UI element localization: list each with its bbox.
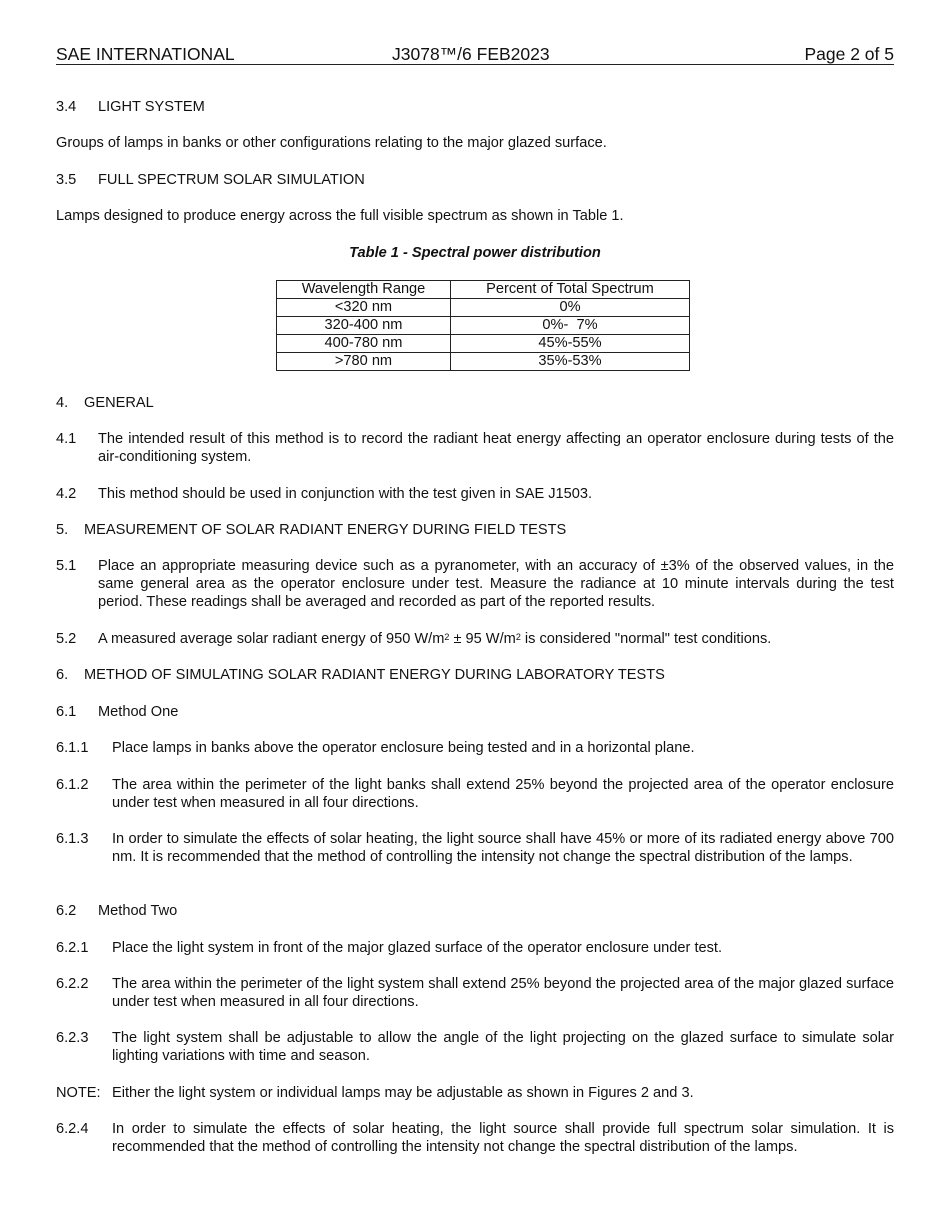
section-title: Method One <box>98 704 179 720</box>
section-6-2-1 <box>56 939 894 957</box>
section-number: 6.2.4 <box>56 1121 89 1137</box>
spectral-table <box>276 280 690 371</box>
section-6-2-4 <box>56 1120 894 1156</box>
section-6-heading <box>56 666 894 684</box>
section-text: A measured average solar radiant energy of 950 $W/m^2 \pm 95$ $W/m^2$ is considered "normal" test conditions. <box>98 631 772 647</box>
section-text: Place an appropriate measuring device such as a pyranometer, with an accuracy of ±3% of the observed values, in the same general area as the operator enclosure under test. Measure the radiance at 10 minute intervals during the test period. These readings shall be averaged and recorded as part of the reported results. <box>98 558 894 610</box>
table-cell: 0% <box>451 299 690 317</box>
table-caption: Table 1 - Spectral power distribution <box>349 245 601 261</box>
table-cell: 35%-53% <box>451 353 690 371</box>
section-6-2-2 <box>56 975 894 1011</box>
section-5-heading <box>56 521 894 539</box>
section-text: The area within the perimeter of the light banks shall extend 25% beyond the projected area of the operator enclosure under test when measured in all four directions. <box>112 777 894 811</box>
note <box>56 1084 894 1102</box>
header-page-number: Page 2 of 5 <box>804 44 894 64</box>
section-6-2-3 <box>56 1029 894 1065</box>
section-3-4-heading <box>56 98 894 116</box>
section-6-1-heading <box>56 703 894 721</box>
section-number: 6.1.3 <box>56 831 89 847</box>
table-cell: 45%-55% <box>451 335 690 353</box>
section-number: 3.4 <box>56 99 77 115</box>
section-number: 6.2.3 <box>56 1030 89 1046</box>
section-title: FULL SPECTRUM SOLAR SIMULATION <box>98 172 365 188</box>
section-number: 6.2.1 <box>56 940 89 956</box>
section-number: 4.2 <box>56 486 77 502</box>
table-header-row <box>277 281 690 299</box>
table-row <box>277 317 690 335</box>
section-4-heading <box>56 394 894 412</box>
table-row <box>277 299 690 317</box>
section-number: 4.1 <box>56 431 77 447</box>
section-number: 6.2.2 <box>56 976 89 992</box>
section-number: 5.2 <box>56 631 77 647</box>
table-row <box>277 353 690 371</box>
section-number: 5.1 <box>56 558 77 574</box>
section-title: Method Two <box>98 903 178 919</box>
table-cell: <320 nm <box>277 299 451 317</box>
section-4-1 <box>56 430 894 466</box>
section-number: 6.2 <box>56 903 77 919</box>
section-title: MEASUREMENT OF SOLAR RADIANT ENERGY DURING FIELD TESTS <box>84 522 567 538</box>
section-3-4-text: Groups of lamps in banks or other configurations relating to the major glazed surface. <box>56 135 607 151</box>
section-3-5-text: Lamps designed to produce energy across the full visible spectrum as shown in Table 1. <box>56 208 624 224</box>
section-6-1-3 <box>56 830 894 866</box>
note-text: Either the light system or individual lamps may be adjustable as shown in Figures 2 and 3. <box>112 1085 694 1101</box>
section-number: 6.1 <box>56 704 77 720</box>
section-number: 3.5 <box>56 172 77 188</box>
section-text: In order to simulate the effects of solar heating, the light source shall provide full spectrum solar simulation. It is recommended that the method of controlling the intensity not change the spectral distribution of the lamps. <box>112 1121 894 1155</box>
header-org: SAE INTERNATIONAL <box>56 44 235 64</box>
table-header-cell: Wavelength Range <box>277 281 451 299</box>
section-text: The intended result of this method is to record the radiant heat energy affecting an operator enclosure during tests of the air-conditioning system. <box>98 431 894 465</box>
table-cell: 320-400 nm <box>277 317 451 335</box>
note-label: NOTE: <box>56 1085 101 1101</box>
section-4-2 <box>56 485 894 503</box>
section-text: Place lamps in banks above the operator enclosure being tested and in a horizontal plane. <box>112 740 695 756</box>
section-text: In order to simulate the effects of solar heating, the light source shall have 45% or more of its radiated energy above 700 nm. It is recommended that the method of controlling the intensity not change the spectral distribution of the lamps. <box>112 831 894 865</box>
section-text: The light system shall be adjustable to allow the angle of the light projecting on the glazed surface to simulate solar lighting variations with time and season. <box>112 1030 894 1064</box>
section-number: 4. <box>56 395 69 411</box>
section-5-2 <box>56 630 894 648</box>
section-title: METHOD OF SIMULATING SOLAR RADIANT ENERGY DURING LABORATORY TESTS <box>84 667 665 683</box>
table-cell: 400-780 nm <box>277 335 451 353</box>
header-doc-id: J3078™/6 FEB2023 <box>392 44 550 64</box>
section-6-2-heading <box>56 902 894 920</box>
table-header-cell: Percent of Total Spectrum <box>451 281 690 299</box>
section-number: 6.1.2 <box>56 777 89 793</box>
section-3-5-heading <box>56 171 894 189</box>
section-number: 6.1.1 <box>56 740 89 756</box>
section-text: Place the light system in front of the major glazed surface of the operator enclosure under test. <box>112 940 723 956</box>
section-6-1-2 <box>56 776 894 812</box>
section-5-1 <box>56 557 894 611</box>
page-header <box>56 44 894 65</box>
section-number: 6. <box>56 667 69 683</box>
section-text: The area within the perimeter of the light system shall extend 25% beyond the projected area of the major glazed surface under test when measured in all four directions. <box>112 976 894 1010</box>
section-title: GENERAL <box>84 395 154 411</box>
table-cell: >780 nm <box>277 353 451 371</box>
section-title: LIGHT SYSTEM <box>98 99 205 115</box>
section-6-1-1 <box>56 739 894 757</box>
table-cell: 0%- 7% <box>451 317 690 335</box>
section-text: This method should be used in conjunction with the test given in SAE J1503. <box>98 486 593 502</box>
section-number: 5. <box>56 522 69 538</box>
table-row <box>277 335 690 353</box>
